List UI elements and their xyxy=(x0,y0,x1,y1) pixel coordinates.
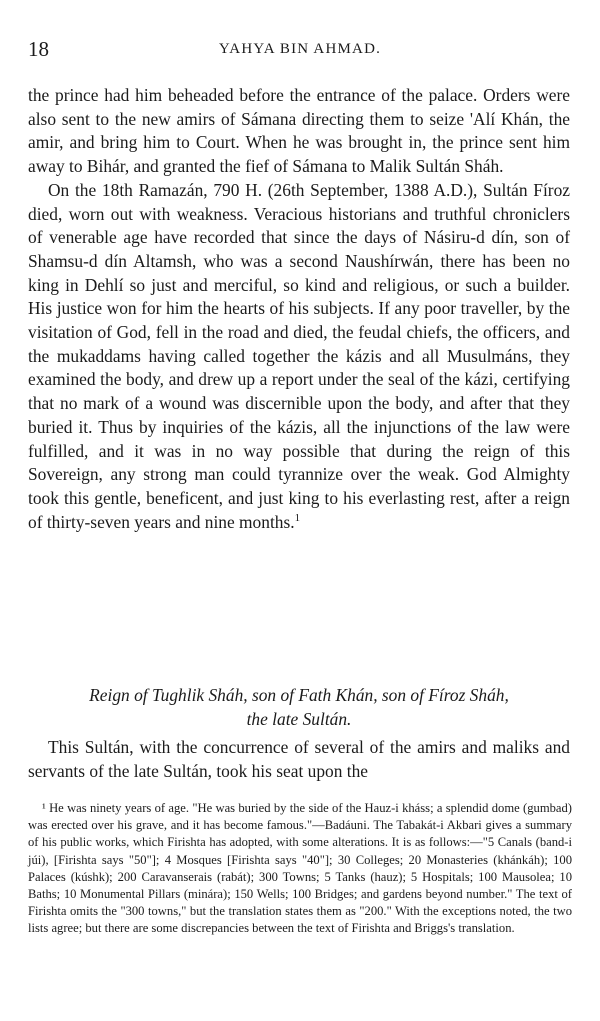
main-text xyxy=(28,84,570,534)
running-title: YAHYA BIN AHMAD. xyxy=(218,41,382,57)
paragraph-1: the prince had him beheaded before the entrance of the palace. Orders were also sent to the new amirs of Sámana directing them to seize 'Alí Khán, the amir, and bring him to Court. When he was brought in, the prince sent him away to Bihár, and granted the fief of Sámana to Malik Sultán Sháh. xyxy=(28,85,570,177)
section-heading xyxy=(28,683,570,731)
section-heading-line-1: Reign of Tughlik Sháh, son of Fath Khán, son of Fíroz Sháh, xyxy=(89,685,509,705)
section-heading-line-2: the late Sultán. xyxy=(246,709,352,729)
footnotes xyxy=(28,800,572,938)
running-head xyxy=(28,36,572,62)
page-number: 18 xyxy=(28,37,49,61)
footnote-reference: 1 xyxy=(294,511,301,524)
paragraph-2-text: On the 18th Ramazán, 790 H. (26th September, 1388 A.D.), Sultán Fíroz died, worn out with weakness. Veracious historians and truthful chroniclers of venerable age have recorded that since the days of Násiru-d dín, son of Shamsu-d dín Altamsh, who was a second Naushírwán, there has been no king in Dehlí so just and merciful, so kind and religious, or such a builder. His justice won for him the hearts of his subjects. If any poor traveller, by the visitation of God, fell in the road and died, the feudal chiefs, the officers, and the mukaddams having called together the kázis and all Musulmáns, they examined the body, and drew up a report under the seal of the kázi, certifying that no mark of a wound was discernible upon the body, and after that they buried it. Thus by inquiries of the kázis, all the injunctions of the law were fulfilled, and it was in no way possible that during the reign of this Sovereign, any strong man could tyrannize over the weak. God Almighty took this gentle, beneficent, and just king to his everlasting rest, after a reign of thirty-seven years and nine months. xyxy=(28,179,570,532)
paragraph-2 xyxy=(28,179,570,535)
paragraph-3: This Sultán, with the concurrence of several of the amirs and maliks and servants of the late Sultán, took his seat upon the xyxy=(28,737,570,781)
main-text-continued xyxy=(28,735,570,783)
footnote-1: ¹ He was ninety years of age. "He was buried by the side of the Hauz-i kháss; a splendid dome (gumbad) was erected over his grave, and it has become famous."—Badáuni. The Tabakát-i Akbari gives a summary of his public works, which Firishta has adopted, with some alterations. It is as follows:—"5 Canals (band-i júi), [Firishta says "50"]; 4 Mosques [Firishta says "40"]; 30 Colleges; 20 Monasteries (khánkáh); 100 Palaces (kúshk); 200 Caravanserais (rabát); 300 Towns; 5 Tanks (hauz); 5 Hospitals; 100 Mausolea; 10 Baths; 10 Monumental Pillars (minára); 150 Wells; 100 Bridges; and gardens beyond number." The text of Firishta omits the "300 towns," but the translation states them as "200." With the exceptions noted, the two lists agree; but there are some discrepancies between the text of Firishta and Briggs's translation. xyxy=(28,801,572,936)
